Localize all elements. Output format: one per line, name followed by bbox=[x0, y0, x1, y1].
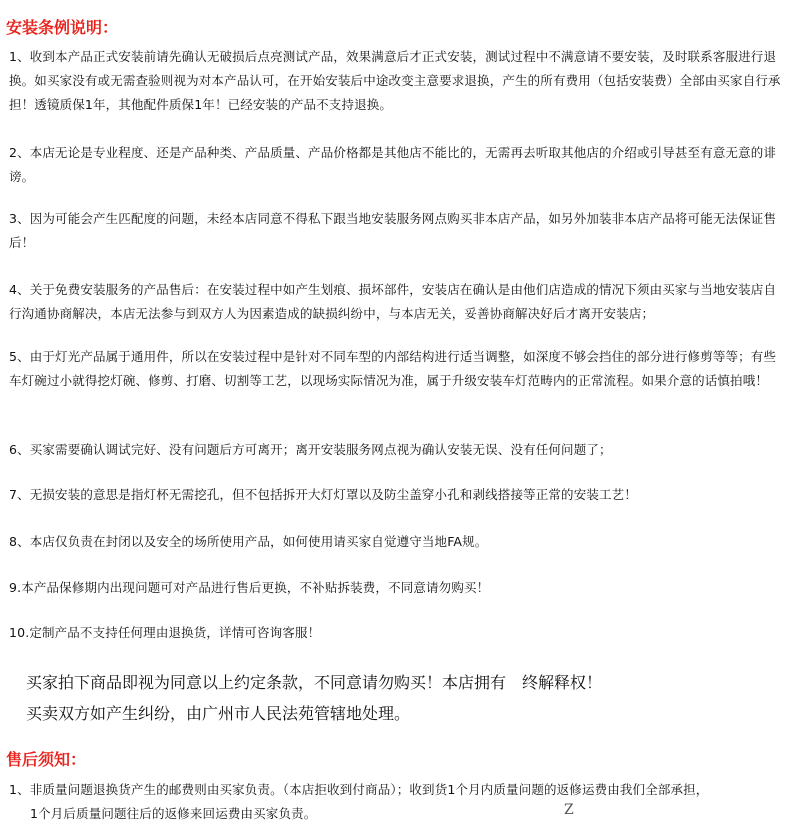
clause-10: 10.定制产品不支持任何理由退换货，详情可咨询客服！ bbox=[9, 625, 321, 640]
watermark-letter: Z bbox=[564, 802, 574, 818]
after-sales-clause-1-line-2: 1个月后质量问题往后的返修来回运费由买家负责。 bbox=[30, 806, 317, 821]
notice-line-2: 买卖双方如产生纠纷，由广州市人民法苑管辖地处理。 bbox=[26, 704, 411, 723]
clause-8: 8、本店仅负责在封闭以及安全的场所使用产品，如何使用请买家自觉遵守当地FA规。 bbox=[9, 534, 488, 549]
notice-line-1: 买家拍下商品即视为同意以上约定条款，不同意请勿购买！本店拥有 终解释权！ bbox=[26, 673, 603, 692]
clause-7: 7、无损安装的意思是指灯杯无需挖孔，但不包括拆开大灯灯罩以及防尘盖穿小孔和剥线搭接等正常的安装工艺！ bbox=[9, 487, 637, 502]
after-sales-clause-1-line-1: 1、非质量问题退换货产生的邮费则由买家负责。（本店拒收到付商品）；收到货1个月内质量问题的返修运费由我们全部承担， bbox=[9, 782, 709, 797]
clause-6: 6、买家需要确认调试完好、没有问题后方可离开；离开安装服务网点视为确认安装无误、没有任何问题了； bbox=[9, 442, 612, 457]
install-terms-heading: 安装条例说明： bbox=[6, 18, 119, 37]
clause-5: 5、由于灯光产品属于通用件，所以在安装过程中是针对不同车型的内部结构进行适当调整，如深度不够会挡住的部分进行修剪等等；有些车灯碗过小就得挖灯碗、修剪、打磨、切割等工艺，以现场实际情况为准，属于升级安装车灯范畴内的正常流程。如果介意的话慎拍哦！ bbox=[9, 349, 777, 388]
clause-4: 4、关于免费安装服务的产品售后：在安装过程中如产生划痕、损坏部件，安装店在确认是由他们店造成的情况下须由买家与当地安装店自行沟通协商解决，本店无法参与到双方人为因素造成的缺损纠纷中，与本店无关，妥善协商解决好后才离开安装店； bbox=[9, 282, 777, 321]
clause-9: 9.本产品保修期内出现问题可对产品进行售后更换，不补贴拆装费，不同意请勿购买！ bbox=[9, 580, 490, 595]
clause-2: 2、本店无论是专业程度、还是产品种类、产品质量、产品价格都是其他店不能比的，无需再去听取其他店的介绍或引导甚至有意无意的诽谤。 bbox=[9, 145, 777, 184]
clause-3: 3、因为可能会产生匹配度的问题，未经本店同意不得私下跟当地安装服务网点购买非本店产品，如另外加装非本店产品将可能无法保证售后！ bbox=[9, 211, 777, 250]
after-sales-heading: 售后须知： bbox=[6, 750, 87, 769]
clause-1: 1、收到本产品正式安装前请先确认无破损后点亮测试产品，效果满意后才正式安装，测试过程中不满意请不要安装，及时联系客服进行退换。如买家没有或无需查验则视为对本产品认可，在开始安装后中途改变主意要求退换，产生的所有费用（包括安装费）全部由买家自行承担！透镜质保1年，其他配件质保1年！已经安装的产品不支持退换。 bbox=[9, 49, 781, 112]
